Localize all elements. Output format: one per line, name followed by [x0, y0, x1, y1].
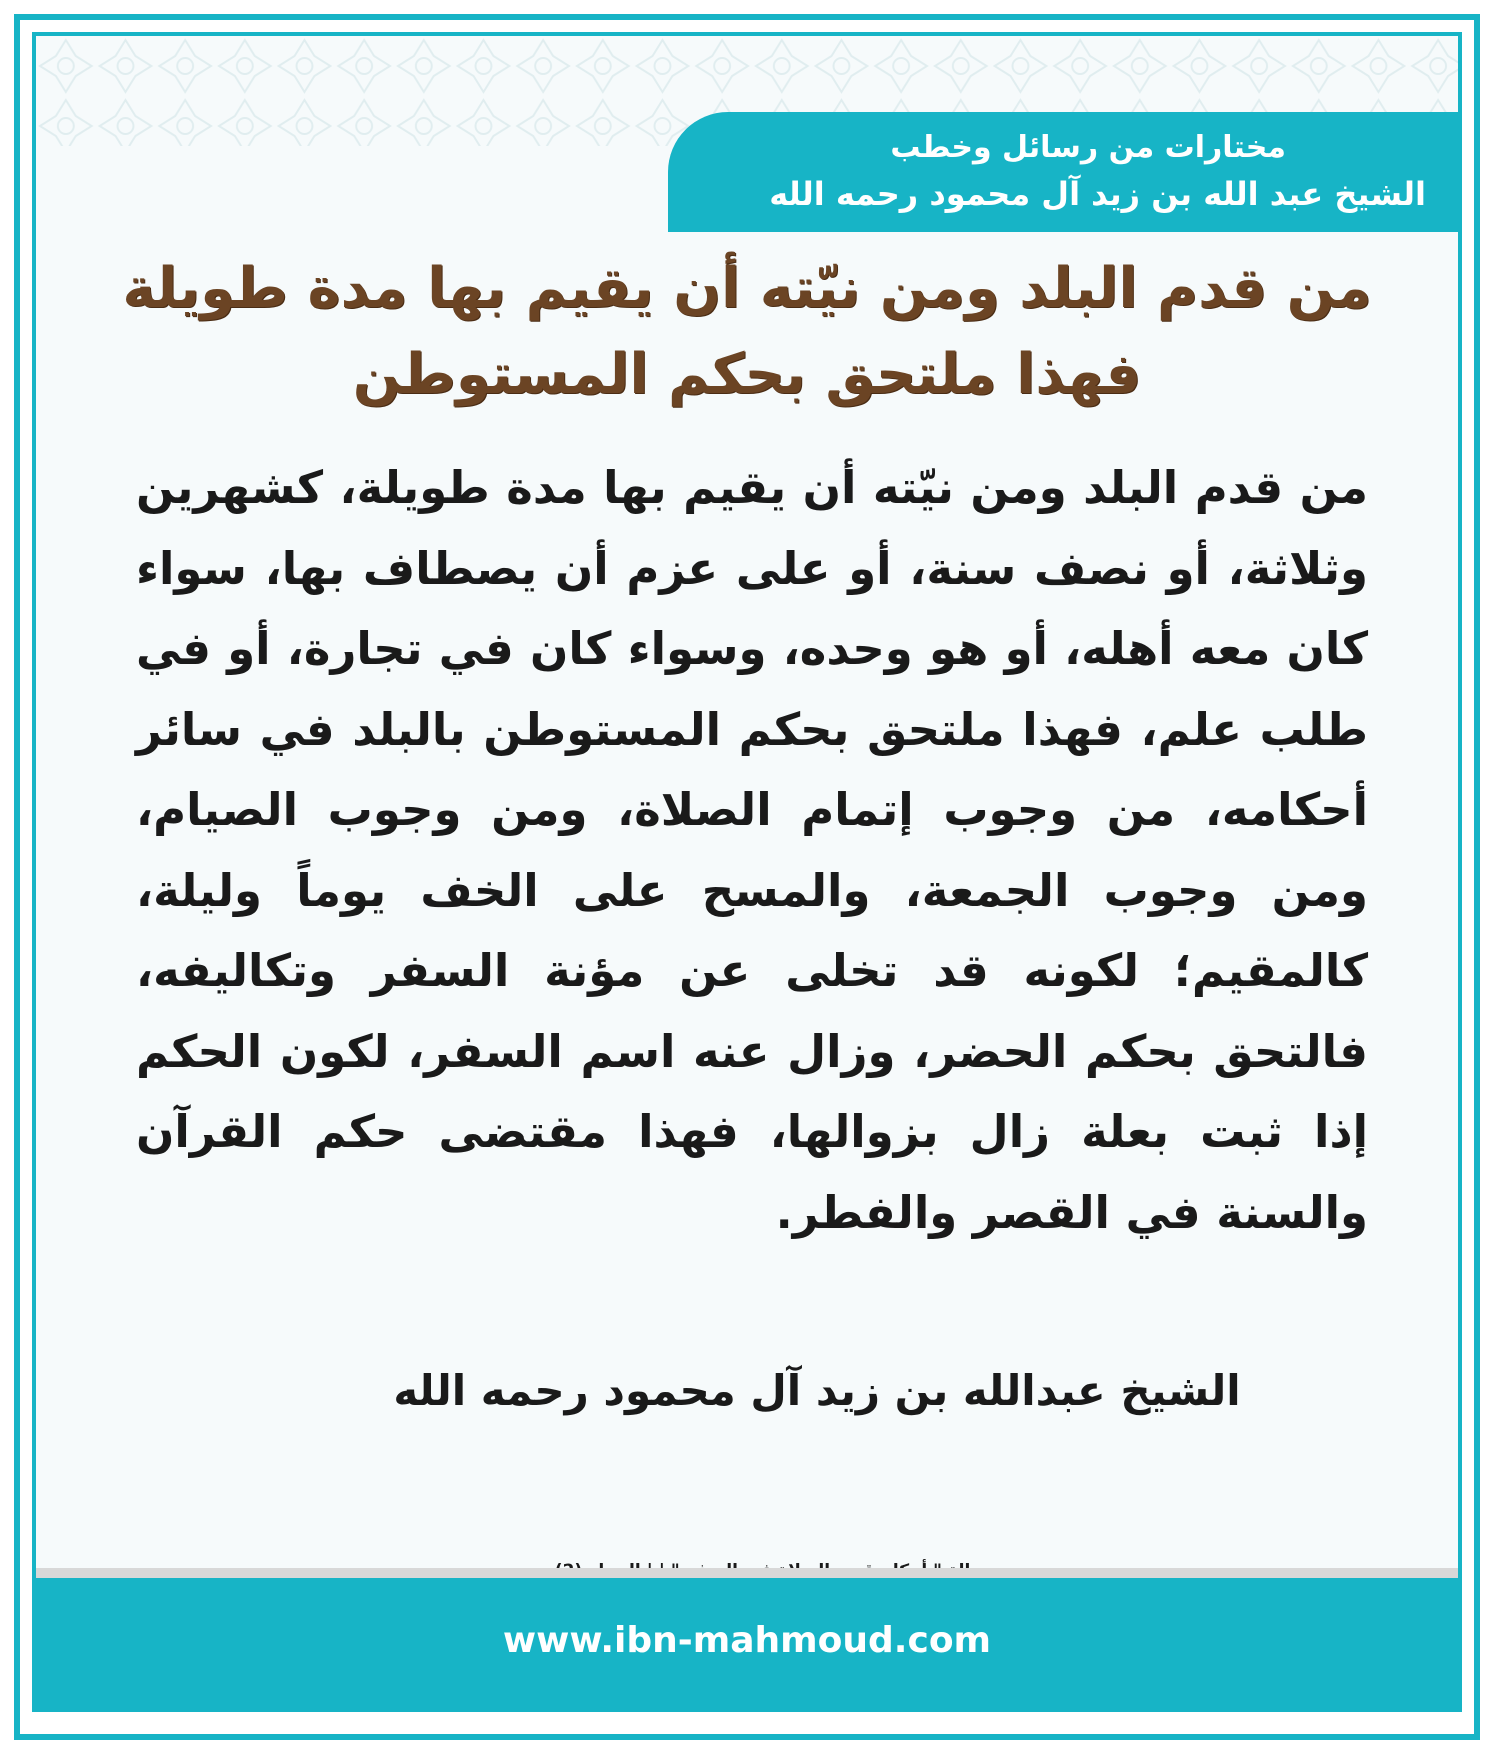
- page-title: [96, 246, 1398, 418]
- title-line-2: فهذا ملتحق بحكم المستوطن: [352, 342, 1142, 407]
- footer-divider: [36, 1568, 1458, 1578]
- header-author: الشيخ عبد الله بن زيد آل محمود رحمه الله: [769, 175, 1426, 213]
- card: [32, 32, 1462, 1712]
- footer: [36, 1568, 1458, 1708]
- signature: الشيخ عبدالله بن زيد آل محمود رحمه الله: [393, 1366, 1241, 1415]
- header-banner: [668, 112, 1458, 232]
- outer-frame: [14, 14, 1480, 1740]
- website-link[interactable]: www.ibn-mahmoud.com: [502, 1620, 992, 1661]
- header-subtitle: مختارات من رسائل وخطب: [890, 130, 1286, 165]
- body-paragraph: من قدم البلد ومن نيّته أن يقيم بها مدة طويلة، كشهرين وثلاثة، أو نصف سنة، أو على عزم أن يصطاف بها، سواء كان معه أهله، أو هو وحده، وسواء كان في تجارة، أو في طلب علم، فهذا ملتحق بحكم المستوطن بالبلد في سائر أحكامه، من وجوب إتمام الصلاة، ومن وجوب الصيام، ومن وجوب الجمعة، والمسح على الخف يوماً وليلة، كالمقيم؛ لكونه قد تخلى عن مؤنة السفر وتكاليفه، فالتحق بحكم الحضر، وزال عنه اسم السفر، لكون الحكم إذا ثبت بعلة زال بزوالها، فهذا مقتضى حكم القرآن والسنة في القصر والفطر.: [136, 461, 1368, 1239]
- title-line-1: من قدم البلد ومن نيّته أن يقيم بها مدة طويلة: [122, 256, 1372, 321]
